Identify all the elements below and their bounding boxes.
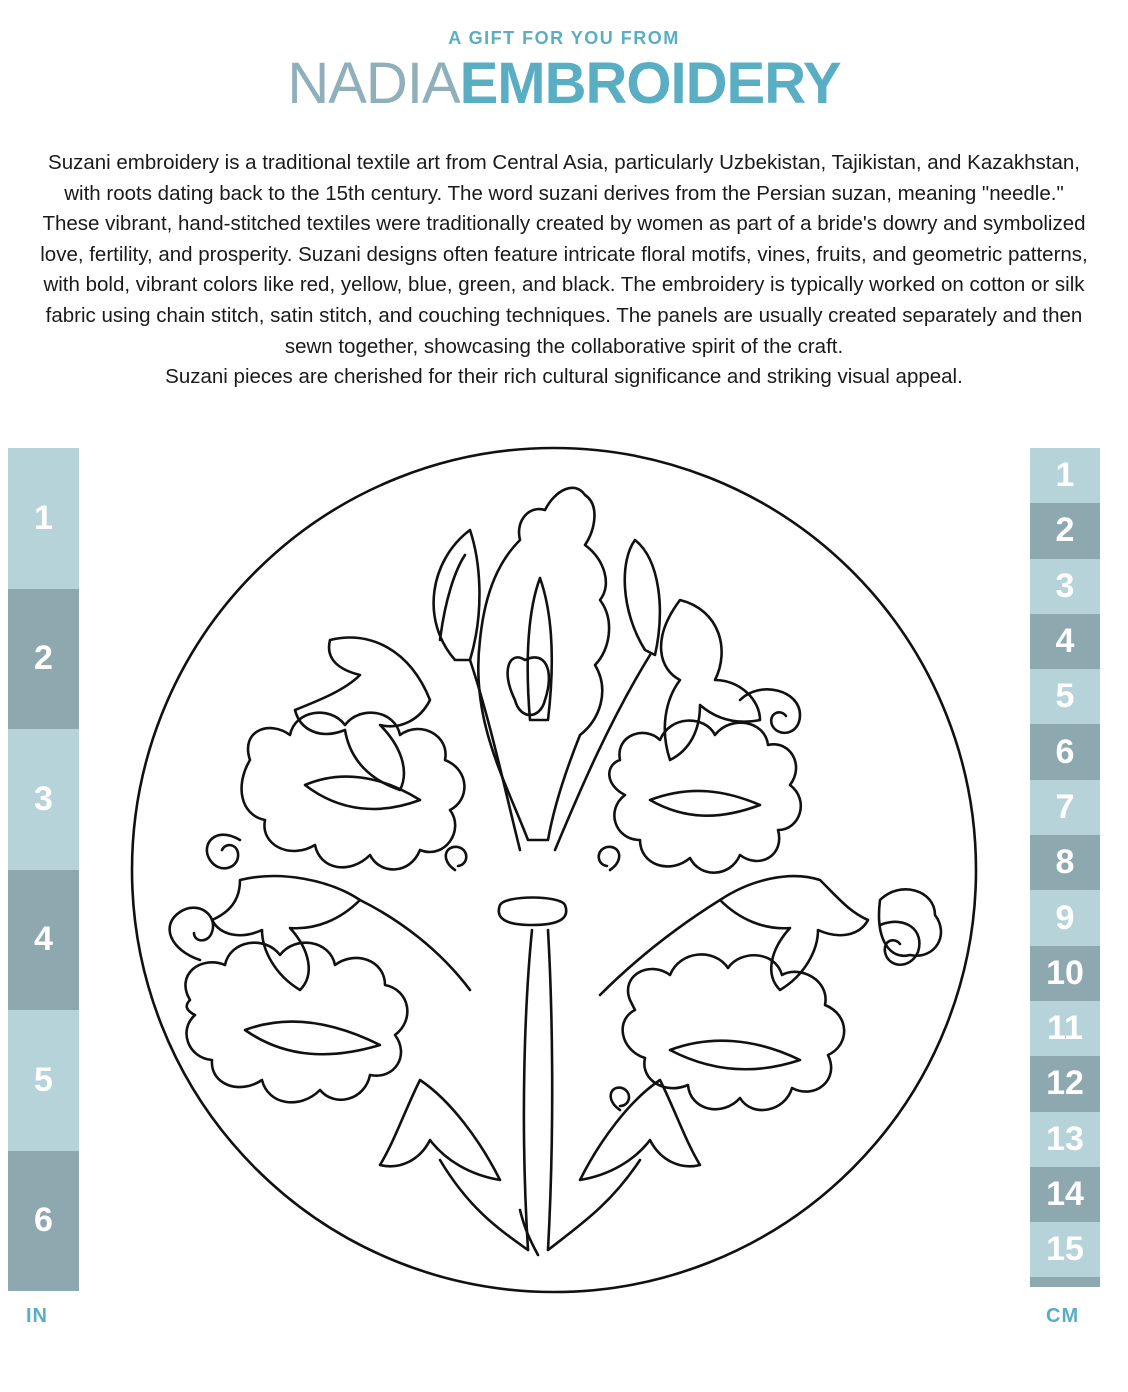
- cm-mark: 10: [1030, 946, 1100, 1001]
- left-upper-flower: [242, 713, 465, 870]
- brand-name-bold: EMBROIDERY: [459, 51, 841, 116]
- cm-mark: 11: [1030, 1001, 1100, 1056]
- right-upper-flower: [609, 721, 800, 873]
- right-upper-leaves: [661, 600, 760, 760]
- right-lower-flower: [623, 954, 844, 1110]
- inch-mark: 5: [8, 1010, 79, 1151]
- header-kicker: A GIFT FOR YOU FROM: [448, 28, 680, 48]
- cm-mark: 2: [1030, 503, 1100, 558]
- left-lower-leaves: [380, 1080, 500, 1180]
- inch-unit-label: IN: [26, 1305, 48, 1327]
- bottom-scrolls: [611, 1088, 629, 1110]
- left-scroll-low: [170, 908, 213, 960]
- inch-mark: 3: [8, 729, 79, 870]
- intro-paragraph: Suzani embroidery is a traditional textile art from Central Asia, particularly Uzbekistan, Tajikistan, and Kazakhstan, with roots dating back to the 15th century. The word suzani derives from the Persian suzan, meaning "needle." These vibrant, hand-stitched textiles were traditionally created by women as part of a bride's dowry and symbolized love, fertility, and prosperity. Suzani designs often feature intricate floral motifs, vines, fruits, and geometric patterns, with bold, vibrant colors like red, yellow, blue, green, and black. The embroidery is typically worked on cotton or silk fabric using chain stitch, satin stitch, and couching techniques. The panels are usually created separately and then sewn together, showcasing the collaborative spirit of the craft.: [40, 151, 1088, 358]
- brand-name-light: NADIA: [287, 51, 460, 116]
- cm-mark: 4: [1030, 614, 1100, 669]
- stem-base-leaves: [440, 1160, 640, 1255]
- cm-mark: 6: [1030, 724, 1100, 779]
- right-bud: [625, 540, 660, 655]
- right-upper-flower-vein: [650, 791, 760, 816]
- cm-mark: 15: [1030, 1222, 1100, 1277]
- left-mid-leaves: [212, 876, 470, 990]
- cm-mark: 8: [1030, 835, 1100, 890]
- intro-closing: Suzani pieces are cherished for their rich cultural significance and striking visual appeal.: [165, 365, 963, 389]
- cm-mark: 13: [1030, 1112, 1100, 1167]
- top-flower: [478, 488, 609, 840]
- cm-mark: 5: [1030, 669, 1100, 724]
- left-bud: [434, 530, 480, 660]
- stem-knot: [499, 898, 566, 926]
- cm-unit-label: CM: [1046, 1305, 1080, 1327]
- cm-mark: 3: [1030, 559, 1100, 614]
- cm-mark: 1: [1030, 448, 1100, 503]
- left-lower-flower-vein: [245, 1022, 380, 1055]
- cm-mark: 7: [1030, 780, 1100, 835]
- right-mid-leaves: [600, 876, 868, 995]
- inch-mark: 6: [8, 1151, 79, 1292]
- right-lower-leaves: [580, 1080, 700, 1180]
- central-stem: [524, 930, 552, 1250]
- right-lower-flower-vein: [670, 1041, 800, 1070]
- inch-mark: 2: [8, 589, 79, 730]
- center-scrolls: [446, 847, 619, 870]
- cm-mark: 14: [1030, 1167, 1100, 1222]
- cm-mark: 9: [1030, 890, 1100, 945]
- inch-mark: 4: [8, 870, 79, 1011]
- inch-mark: 1: [8, 448, 79, 589]
- top-flower-vein: [528, 578, 552, 720]
- left-scroll-mid: [207, 835, 240, 869]
- cm-mark: 12: [1030, 1056, 1100, 1111]
- hoop-outline: [132, 448, 976, 1292]
